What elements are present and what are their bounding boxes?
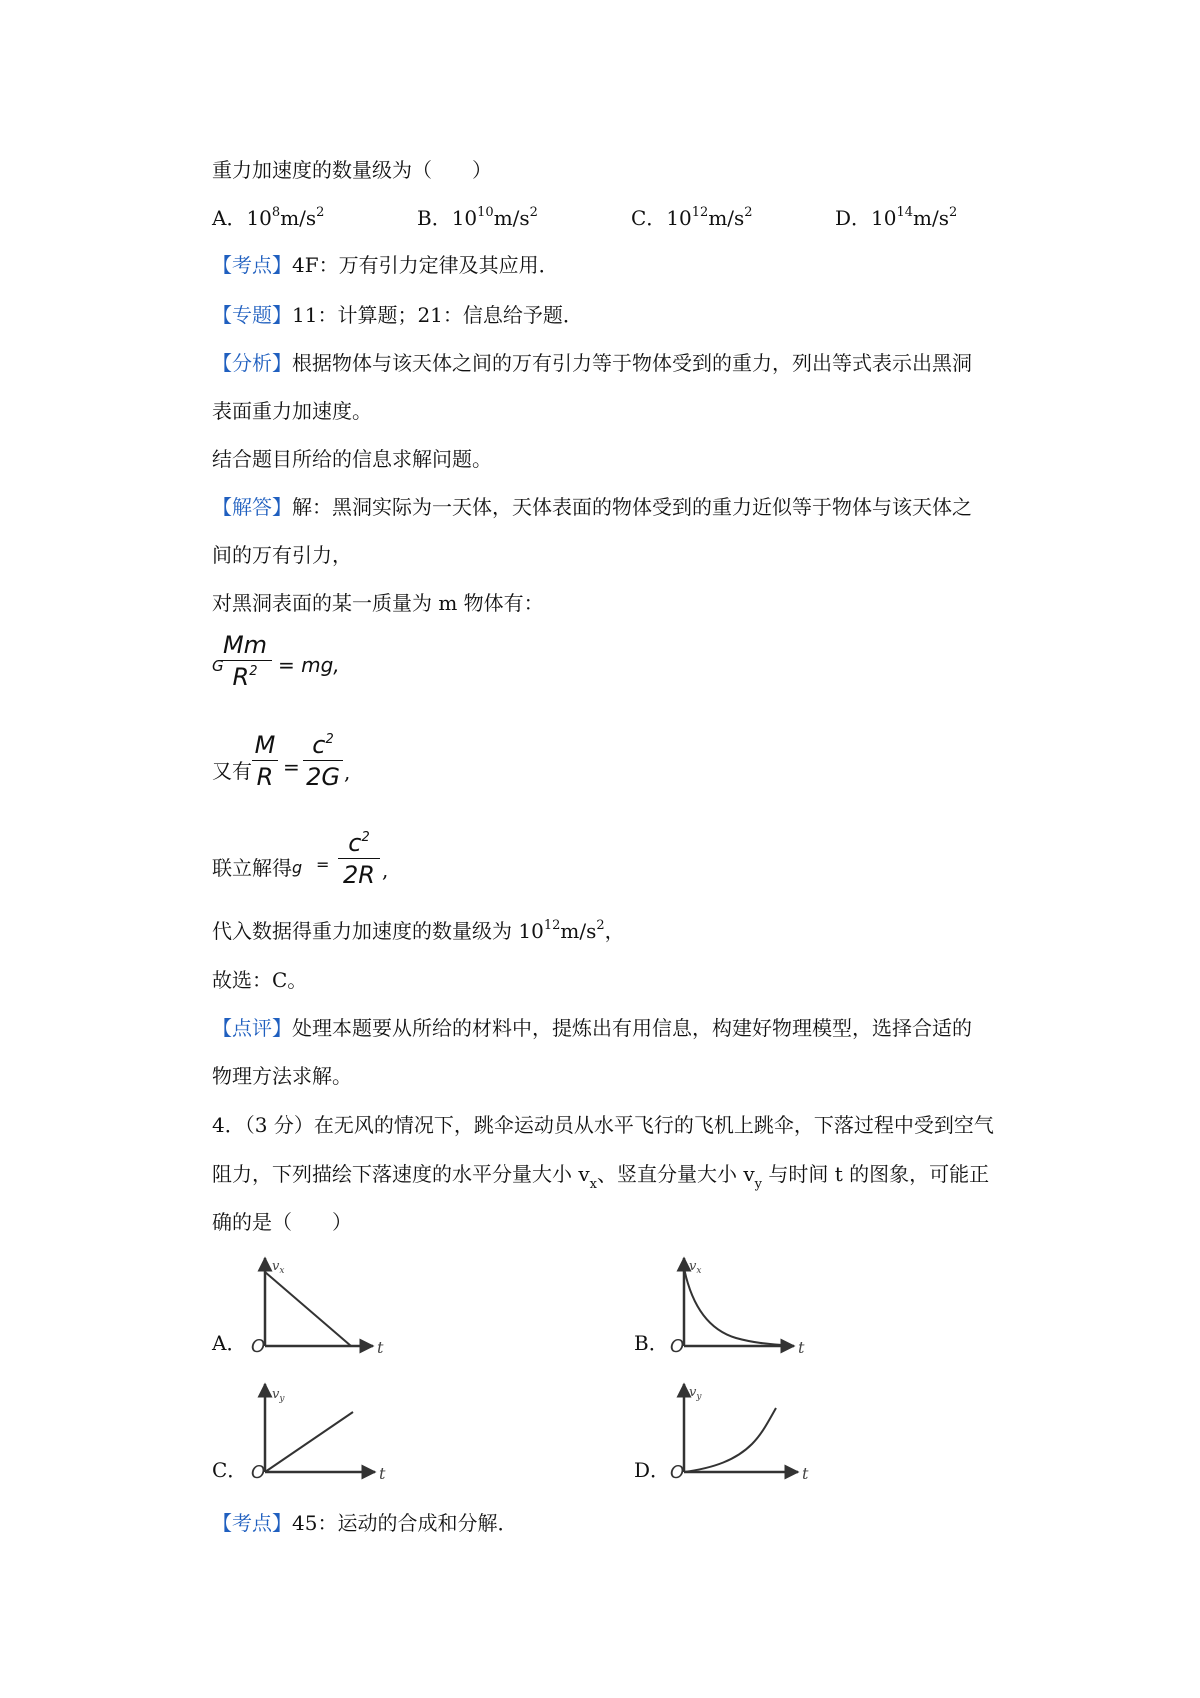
curve-concave-increase: [684, 1408, 776, 1472]
document-page: 重力加速度的数量级为（ ） A．$10^8m/s^2$ B．$10^{10}m/s^2$ C．$10^{12}m/s^2$ D．$10^{14}m/s^2$ 【考点】4F：万有引力定律及其应用． 【专题】11：计算题；21：信息给予题． 【分析】根据物体与该天体之间的万有引力等于物体受到的重力，列出等式表示出黑洞 表面重力加速度。 结合题目所给的信息求解问题。 【解答】解：黑洞实际为一天体，天体表面的物体受到的重力近似等于物体与该天体之 间的万有引力， 对黑洞表面的某一质量为 m 物体有： G Mm $R^2$ = mg, 又有 M R = $c^2$ 2G , 联立解得 g = $c^2$ 2R , 代入数据得重力加速度的数量级为 $10^{12}m/s^2$， 故选：C。 【点评】处理本题要从所给的材料中，提炼出有用信息，构建好物理模型，选择合适的 物理方法求解。 4．（3 分）在无风的情况下，跳伞运动员从水平飞行的飞机上跳伞，下落过程中受到空气 阻力，下列描绘下落速度的水平分量大小 $v_x$、竖直分量大小 $v_y$ 与时间 t 的图象，可能正 确的是（ ） A． $v_x$ O t B． $v_x$ O t C． $v_y$ O t D． $v_y$ O t 【考点】45：运动的合成和分解．: [212, 158, 994, 1535]
result-line: 代入数据得重力加速度的数量级为 $10^{12}m/s^2$，: [212, 918, 625, 943]
dianping-tag: 【点评】: [212, 1016, 292, 1040]
graph-c: [245, 1378, 395, 1488]
y-axis-label: $v_y$: [689, 1385, 702, 1402]
choice-line: 故选：C。: [212, 968, 308, 992]
fenxi-line: 【分析】根据物体与该天体之间的万有引力等于物体受到的重力，列出等式表示出黑洞: [212, 351, 972, 375]
fenxi-line-2: 表面重力加速度。: [212, 399, 372, 423]
x-axis-label: t: [798, 1338, 805, 1357]
zhuanti-line: 【专题】11：计算题；21：信息给予题．: [212, 303, 583, 327]
option-d: D．$10^{14}m/s^2$: [835, 205, 958, 230]
graph-b: [664, 1252, 814, 1362]
jieda-line: 【解答】解：黑洞实际为一天体，天体表面的物体受到的重力近似等于物体与该天体之: [212, 495, 972, 519]
graph-d: [664, 1378, 814, 1488]
curve-linear-increase: [265, 1412, 353, 1472]
origin-label: O: [251, 1336, 266, 1357]
kaodian-tag: 【考点】: [212, 1511, 292, 1535]
y-axis-label: $v_x$: [689, 1259, 702, 1276]
question-4-line-2: 阻力，下列描绘下落速度的水平分量大小 $v_x$、竖直分量大小 $v_y$ 与时间 t 的图象，可能正: [212, 1162, 990, 1192]
jieda-line-3: 对黑洞表面的某一质量为 m 物体有：: [212, 591, 544, 615]
fraction-c2-2r: $c^2$ 2R: [338, 828, 380, 891]
fenxi-tag: 【分析】: [212, 351, 292, 375]
y-axis-label: $v_x$: [272, 1259, 285, 1276]
curve-convex-decrease: [684, 1268, 782, 1345]
option-c: C．$10^{12}m/s^2$: [631, 205, 753, 230]
y-axis-label: $v_y$: [272, 1387, 285, 1404]
graph-a-label: A．: [212, 1331, 247, 1355]
origin-label: O: [251, 1462, 266, 1483]
kaodian-line: 【考点】4F：万有引力定律及其应用．: [212, 253, 559, 277]
question-4-line-3: 确的是（ ）: [212, 1210, 352, 1234]
x-axis-label: t: [802, 1464, 809, 1483]
zhuanti-tag: 【专题】: [212, 303, 292, 327]
curve-linear-decrease: [265, 1272, 351, 1346]
x-axis-label: t: [377, 1338, 384, 1357]
origin-label: O: [670, 1336, 685, 1357]
fraction-m-r: M R: [252, 730, 278, 793]
graph-d-label: D．: [634, 1458, 671, 1482]
graph-b-label: B．: [634, 1331, 669, 1355]
q4-kaodian-line: 【考点】45：运动的合成和分解．: [212, 1511, 518, 1535]
kaodian-tag: 【考点】: [212, 253, 292, 277]
option-b: B．$10^{10}m/s^2$: [417, 205, 538, 230]
origin-label: O: [670, 1462, 685, 1483]
fraction-c2-2g: $c^2$ 2G: [303, 730, 343, 793]
graph-c-label: C．: [212, 1458, 248, 1482]
option-a: A．$10^8m/s^2$: [212, 205, 325, 230]
jieda-tag: 【解答】: [212, 495, 292, 519]
dianping-line: 【点评】处理本题要从所给的材料中，提炼出有用信息，构建好物理模型，选择合适的: [212, 1016, 972, 1040]
fraction-mm-r2: Mm $R^2$: [218, 630, 272, 693]
jieda-line-2: 间的万有引力，: [212, 543, 352, 567]
graph-a: [245, 1252, 395, 1362]
question-4-line-1: 4．（3 分）在无风的情况下，跳伞运动员从水平飞行的飞机上跳伞，下落过程中受到空气: [212, 1113, 994, 1137]
fenxi-line-3: 结合题目所给的信息求解问题。: [212, 447, 492, 471]
dianping-line-2: 物理方法求解。: [212, 1064, 352, 1088]
x-axis-label: t: [379, 1464, 386, 1483]
question-text: 重力加速度的数量级为（ ）: [212, 158, 492, 182]
